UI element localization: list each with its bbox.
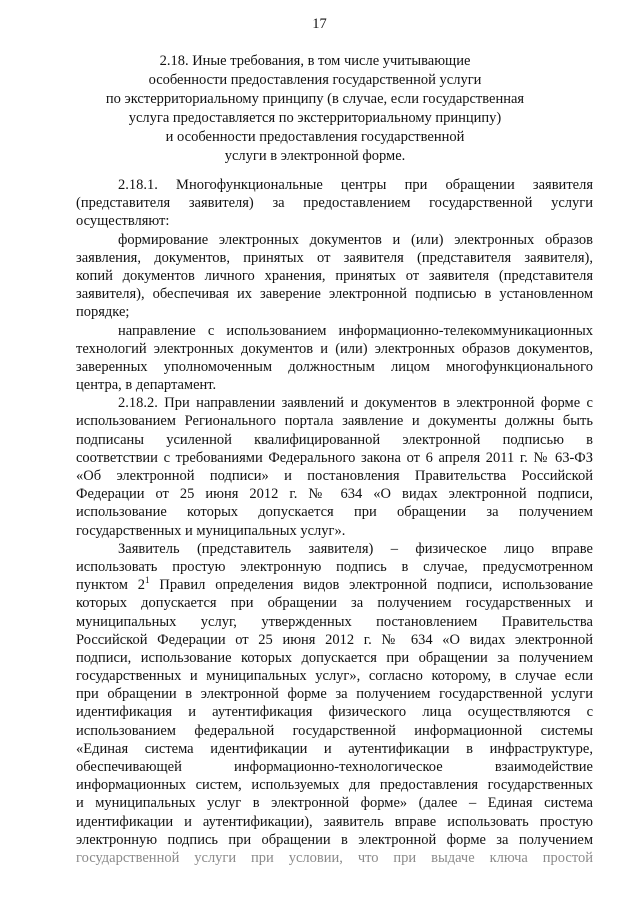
heading-line: услуги в электронной форме.	[224, 148, 406, 164]
text-line: центра, в департамент.	[76, 377, 217, 394]
text-line: при обращении в электронной форме за получением государственной услуги	[76, 686, 593, 703]
text-line: государственных и муниципальных услуг».	[76, 522, 346, 539]
text-line: подписи, использование которых допускается при обращении за получением	[76, 649, 593, 666]
text-line: идентификация и аутентификация физического лица осуществляются с	[76, 704, 593, 721]
text-line: муниципальных услуг, утвержденных постановлением Правительства	[76, 613, 593, 630]
section-heading	[60, 52, 570, 166]
text-line: Федерации от 25 июня 2012 г. № 634 «О видах электронной подписи,	[76, 486, 593, 503]
text-line: и муниципальных услуг в электронной форме» (далее – Единая система	[76, 795, 593, 812]
paragraph-applicant	[76, 540, 593, 867]
text-line: «Об электронной подписи» и постановления Правительства Российской	[76, 468, 593, 484]
text-line: Заявитель (представитель заявителя) – физическое лицо вправе	[118, 540, 593, 557]
text-line: заявителя), обеспечивая их заверение электронной подписью в установленном	[76, 286, 593, 303]
page-number: 17	[312, 16, 327, 32]
text-line: государственных и муниципальных услуг», согласно которому, в случае если	[76, 668, 593, 685]
text-line: использование которых допускается при обращении за получением	[76, 504, 593, 521]
text-line: государственной услуги при условии, что при выдаче ключа простой	[76, 849, 593, 866]
superscript: 1	[145, 576, 150, 586]
text-line: (представителя заявителя) за предоставлением государственной услуги	[76, 195, 593, 212]
heading-line: по экстерриториальному принципу (в случае, если государственная	[105, 91, 525, 107]
text-line: которых допускается при обращении за получением государственных и	[76, 595, 593, 612]
heading-line: услуга предоставляется по экстерриториальному принципу)	[128, 110, 502, 126]
text-line: 2.18.2. При направлении заявлений и документов в электронной форме с	[118, 395, 593, 412]
body-text	[76, 176, 593, 867]
heading-line: 2.18. Иные требования, в том числе учитывающие	[159, 53, 471, 69]
text-fragment: Правил определения видов электронной подписи, использование	[149, 577, 593, 594]
text-line: подписаны усиленной квалифицированной электронной подписью в	[76, 431, 593, 448]
text-line: использованием Регионального портала заявление и документы должны быть	[76, 413, 593, 430]
paragraph-forming	[76, 231, 593, 322]
text-line: использовать простую электронную подпись в случае, предусмотренном	[76, 558, 593, 575]
heading-line: особенности предоставления государственной услуги	[148, 72, 482, 88]
text-line: информационных систем, используемых для предоставления государственных	[76, 777, 593, 794]
text-line: Российской Федерации от 25 июня 2012 г. № 634 «О видах электронной	[76, 631, 593, 648]
paragraph-2-18-1	[76, 176, 593, 231]
text-fragment: пунктом 2	[76, 577, 146, 594]
text-line-with-footnote	[76, 576, 593, 594]
text-line: направление с использованием информационно-телекоммуникационных	[118, 322, 593, 339]
paragraph-sending	[76, 322, 593, 395]
text-line: «Единая система идентификации и аутентификации в инфраструктуре,	[76, 740, 593, 757]
text-line: соответствии с требованиями Федерального закона от 6 апреля 2011 г. № 63-ФЗ	[76, 449, 593, 466]
paragraph-2-18-2	[76, 394, 593, 540]
text-line: 2.18.1. Многофункциональные центры при обращении заявителя	[118, 177, 593, 193]
text-line: формирование электронных документов и (или) электронных образов	[118, 231, 593, 248]
heading-line: и особенности предоставления государственной	[165, 129, 465, 145]
text-line: заверенных уполномоченным должностным лицом многофункционального	[76, 358, 593, 375]
text-line: заявления, документов, принятых от заявителя (представителя заявителя),	[76, 249, 593, 266]
text-line: использованием федеральной государственной информационной системы	[76, 722, 593, 739]
text-line: порядке;	[76, 304, 130, 321]
text-line: осуществляют:	[76, 213, 170, 230]
text-line: копий документов личного хранения, принятых от заявителя (представителя	[76, 267, 593, 284]
text-line: электронную подпись при обращении в электронной форме за получением	[76, 831, 593, 848]
text-line: обеспечивающей информационно-технологическое взаимодействие	[76, 759, 593, 775]
text-line: технологий электронных документов и (или) электронных образов документов,	[76, 340, 593, 357]
text-line: идентификации и аутентификации), заявитель вправе использовать простую	[76, 813, 593, 830]
